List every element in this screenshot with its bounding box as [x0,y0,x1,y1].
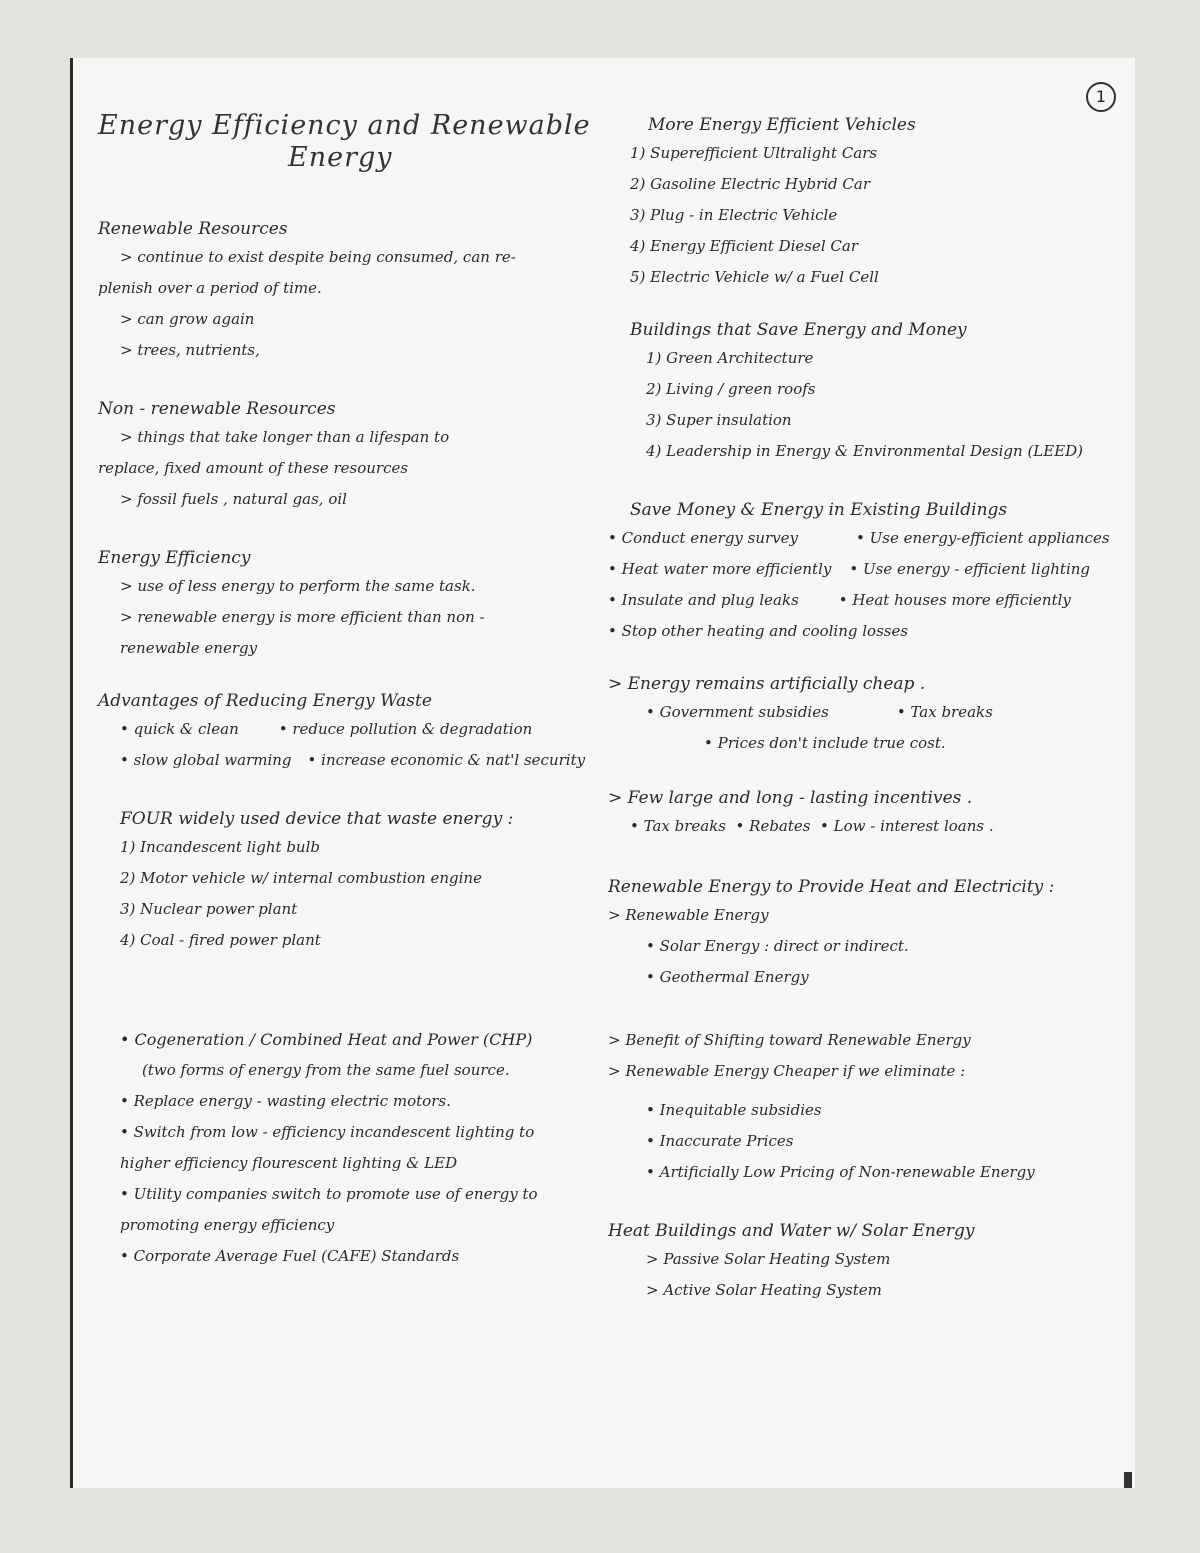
nonrenewable-resources-section [98,396,598,515]
note-line: (two forms of energy from the same fuel source. [142,1061,510,1079]
note-row [608,697,1108,728]
right-column [608,112,1108,1306]
note-line: • Stop other heating and cooling losses [608,622,909,640]
solar-heating-section [608,1218,1108,1306]
list-item: 1) Superefficient Ultralight Cars [630,144,878,162]
note-item: • Government subsidies [646,703,829,721]
incentives-section [608,785,1108,842]
note-item: • increase economic & nat'l security [307,751,586,769]
list-item: 3) Plug - in Electric Vehicle [630,206,838,224]
note-line: > continue to exist despite being consumed, can re- [120,248,516,266]
note-item: • reduce pollution & degradation [278,720,533,738]
note-line: • Replace energy - wasting electric motors. [120,1092,451,1110]
section-heading: Energy Efficiency [98,548,251,568]
section-heading: Save Money & Energy in Existing Buildings [630,500,1008,520]
note-item: • Use energy - efficient lighting [849,560,1091,578]
efficient-vehicles-section [608,112,1108,293]
list-item: • Inequitable subsidies [646,1101,822,1119]
note-line: • Geothermal Energy [646,968,809,986]
list-item: • Inaccurate Prices [646,1132,794,1150]
list-item: 3) Super insulation [646,411,792,429]
note-line: promoting energy efficiency [120,1216,335,1234]
page-number: 1 [1086,82,1116,112]
note-line: > can grow again [120,310,255,328]
list-item: • Artificially Low Pricing of Non-renewable Energy [646,1163,1035,1181]
renewable-resources-section [98,216,598,366]
note-row [608,554,1108,585]
section-heading: FOUR widely used device that waste energy : [120,809,514,829]
note-item: • quick & clean [120,720,239,738]
note-row [608,523,1108,554]
note-line: • Utility companies switch to promote use of energy to [120,1185,538,1203]
wasteful-devices-section [98,806,598,956]
title-line-2: Energy [288,142,393,173]
note-line: higher efficiency flourescent lighting & LED [120,1154,458,1172]
note-line: • Corporate Average Fuel (CAFE) Standards [120,1247,460,1265]
note-item: • Insulate and plug leaks [608,591,799,609]
section-heading: Renewable Energy to Provide Heat and Electricity : [608,877,1055,897]
note-line: replace, fixed amount of these resources [98,459,409,477]
cheap-energy-section [608,671,1108,759]
note-line: > Renewable Energy [608,906,769,924]
left-column [98,110,598,1272]
list-item: 3) Nuclear power plant [120,900,298,918]
note-line: > fossil fuels , natural gas, oil [120,490,347,508]
list-item: 5) Electric Vehicle w/ a Fuel Cell [630,268,879,286]
list-item: 2) Motor vehicle w/ internal combustion engine [120,869,482,887]
section-heading: Non - renewable Resources [98,399,336,419]
section-heading: Buildings that Save Energy and Money [630,320,967,340]
note-item: • Tax breaks [896,703,993,721]
section-heading: More Energy Efficient Vehicles [648,115,916,135]
list-item: 4) Leadership in Energy & Environmental Design (LEED) [646,442,1084,460]
list-item: 2) Living / green roofs [646,380,816,398]
section-heading: Advantages of Reducing Energy Waste [98,691,432,711]
note-line: > trees, nutrients, [120,341,260,359]
note-item: • Use energy-efficient appliances [856,529,1110,547]
note-item: • Conduct energy survey [608,529,799,547]
list-item: 2) Gasoline Electric Hybrid Car [630,175,870,193]
page-title [98,110,598,174]
note-line: plenish over a period of time. [98,279,322,297]
note-line: renewable energy [120,639,258,657]
section-heading: Renewable Resources [98,219,288,239]
list-item: > Passive Solar Heating System [646,1250,891,1268]
note-line: > Renewable Energy Cheaper if we eliminate : [608,1062,966,1080]
note-item: • Heat houses more efficiently [838,591,1071,609]
list-item: 1) Incandescent light bulb [120,838,320,856]
note-line: • Switch from low - efficiency incandescent lighting to [120,1123,535,1141]
benefit-section [608,1025,1108,1188]
page-edge-mark [1124,1472,1132,1488]
note-line: • Prices don't include true cost. [704,734,946,752]
note-row [98,714,598,745]
note-line: > things that take longer than a lifespan to [120,428,450,446]
renewable-heat-electricity-section [608,874,1108,993]
note-row [608,585,1108,616]
section-heading: Heat Buildings and Water w/ Solar Energy [608,1221,975,1241]
note-item: • slow global warming [120,751,292,769]
list-item: 1) Green Architecture [646,349,814,367]
energy-efficiency-section [98,545,598,664]
note-line: • Cogeneration / Combined Heat and Power (CHP) [120,1030,533,1049]
list-item: 4) Energy Efficient Diesel Car [630,237,859,255]
list-item: > Active Solar Heating System [646,1281,882,1299]
note-line: • Solar Energy : direct or indirect. [646,937,909,955]
note-item: • Heat water more efficiently [608,560,832,578]
section-heading: > Few large and long - lasting incentives . [608,788,973,808]
section-heading: > Energy remains artificially cheap . [608,674,926,694]
cogeneration-section [98,1024,598,1272]
list-item: 4) Coal - fired power plant [120,931,321,949]
note-row [98,745,598,776]
title-line-1: Energy Efficiency and Renewable [98,110,591,141]
note-line: > Benefit of Shifting toward Renewable Energy [608,1031,971,1049]
green-buildings-section [608,317,1108,467]
advantages-section [98,688,598,776]
existing-buildings-section [608,497,1108,647]
note-line: > renewable energy is more efficient than non - [120,608,485,626]
note-line: • Tax breaks • Rebates • Low - interest loans . [630,817,994,835]
note-line: > use of less energy to perform the same task. [120,577,476,595]
